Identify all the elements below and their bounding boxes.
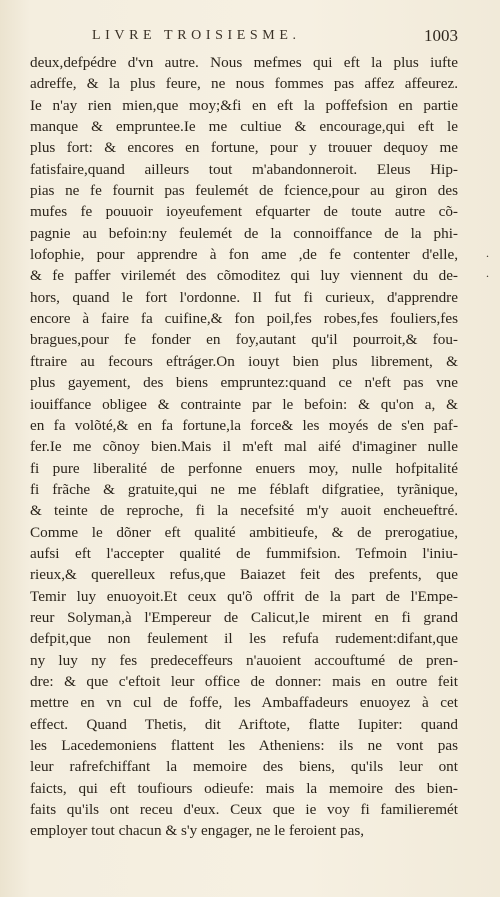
text-line: plus fort: & encores en fortune, pour y trouuer dequoy me: [30, 139, 458, 157]
text-line: pagnie au befoin:ny feulemét de la connoiffance de la phi-: [30, 224, 458, 242]
text-line: faicts, qui eft toufiours odieufe: mais la memoire des bien-: [30, 779, 458, 797]
text-line: faits qu'ils ont receu d'eux. Ceux que ie voy fi familieremét: [30, 801, 458, 819]
text-line: deux,defpédre d'vn autre. Nous mefmes qui eft la plus iufte: [30, 54, 458, 71]
text-line: pias ne fe fournit pas feulemét de fcience,pour au giron des: [30, 182, 458, 200]
text-line: mettre en vn cul de foffe, les Ambaffadeurs enuoyez à cet: [30, 694, 458, 712]
body-text: [30, 52, 458, 842]
text-line: bragues,pour fe fonder en foy,autant qu'il pourroit,& fou-: [30, 331, 458, 349]
text-line: lofophie, pour apprendre à fon ame ,de fe contenter d'elle,: [30, 246, 458, 264]
running-title: LIVRE TROISIESME.: [92, 28, 301, 43]
text-line: ftraire au fecours eftráger.On iouyt bien plus librement, &: [30, 352, 458, 370]
text-line: fi frãche & gratuite,qui ne me féblaft difgratiee, tyrãnique,: [30, 480, 458, 498]
text-line: en fa volõté,& en fa fortune,la force& les moyés de s'en paf-: [30, 416, 458, 434]
text-line: Temir luy enuoyoit.Et ceux qu'õ offrit de la part de l'Empe-: [30, 587, 458, 605]
text-line: mufes fe pouuoir ioyeufement efquarter de toute autre cõ-: [30, 203, 458, 221]
text-line: ny luy ny fes predeceffeurs n'auoient accouftumé de pren-: [30, 651, 458, 669]
text-line: Ie n'ay rien mien,que moy;&fi en eft la poffefsion en partie: [30, 96, 458, 114]
text-line: Comme le dõner eft qualité ambitieufe, & de prerogatiue,: [30, 523, 458, 541]
text-line: & teinte de reproche, fi la necefsité m'y auoit encheueftré.: [30, 502, 458, 520]
text-line: rieux,& querelleux refus,que Baiazet feit des prefents, que: [30, 566, 458, 584]
text-line: & fe paffer virilemét des cõmoditez qui luy viennent du de-: [30, 267, 458, 285]
text-line: encore à faire fa cuifine,& fon poil,fes robes,fes fouliers,fes: [30, 310, 458, 328]
margin-mark: .: [486, 246, 489, 260]
text-line: fi pure liberalité de perfonne enuers moy, nulle hofpitalité: [30, 459, 458, 477]
text-line: effect. Quand Thetis, dit Ariftote, flatte Iupiter: quand: [30, 715, 458, 733]
text-line: dre: & que c'eftoit leur office de donner: mais en outre feit: [30, 672, 458, 690]
text-line: aufsi eft l'accepter qualité de fummifsion. Tefmoin l'iniu-: [30, 544, 458, 562]
text-line: les Lacedemoniens flattent les Atheniens: ils ne vont pas: [30, 737, 458, 754]
text-line: reur Solyman,à l'Empereur de Calicut,le mirent en fi grand: [30, 608, 458, 626]
text-line: leur rafrefchiffant la memoire des biens, qu'ils leur ont: [30, 758, 458, 776]
text-line: hors, quand le fort l'ordonne. Il fut fi curieux, d'apprendre: [30, 288, 458, 306]
text-line: iouiffance obligee & contrainte par le befoin: & qu'on a, &: [30, 395, 458, 413]
text-line: defpit,que non feulement il les refufa rudement:difant,que: [30, 630, 458, 648]
page-header: [92, 28, 458, 48]
page-number: 1003: [424, 26, 458, 45]
text-line: fer.Ie me cõnoy bien.Mais il m'eft mal aifé d'imaginer nulle: [30, 438, 458, 456]
text-line: plus gayement, des biens empruntez:quand ce n'eft pas vne: [30, 374, 458, 392]
margin-mark: .: [486, 266, 489, 280]
text-line: manque & empruntee.Ie me cultiue & encourage,qui eft le: [30, 118, 458, 136]
text-line: fatisfaire,quand ailleurs tout m'abandonneroit. Eleus Hip-: [30, 160, 458, 178]
text-line: adreffe, & la plus feure, ne nous fommes pas affez affeurez.: [30, 75, 458, 93]
text-line: employer tout chacun & s'y engager, ne le feroient pas,: [30, 822, 365, 840]
